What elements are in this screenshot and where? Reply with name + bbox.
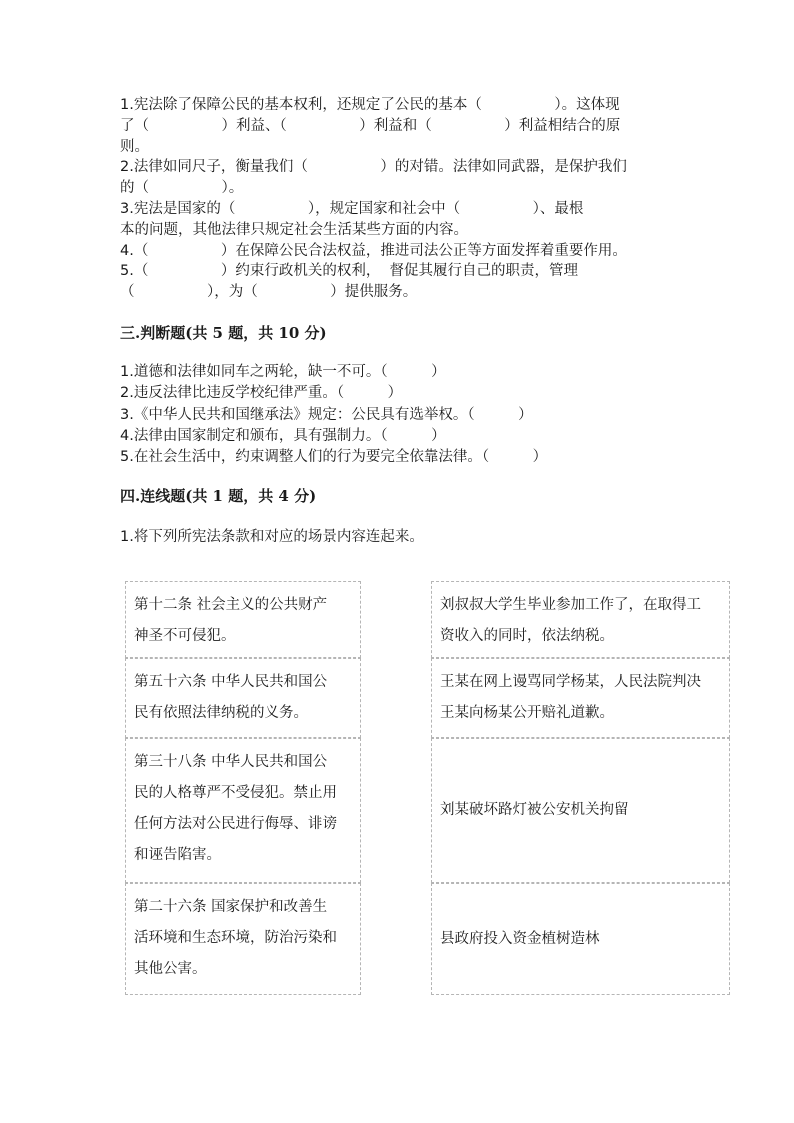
connect-instruction: 1.将下列所宪法条款和对应的场景内容连起来。 [120,529,424,545]
fill-blank-line: 3.宪法是国家的（ ），规定国家和社会中（ ）、最根 [120,200,584,217]
fill-blank-line: 2.法律如同尺子，衡量我们（ ）的对错。法律如同武器，是保护我们 [120,159,627,176]
judge-section-title: 三.判断题(共 5 题，共 10 分) [120,324,327,342]
cell-line: 第五十六条 中华人民共和国公 [134,674,328,690]
left-clause-cell [125,581,361,658]
cell-line: 第十二条 社会主义的公共财产 [134,597,328,613]
cell-line: 资收入的同时，依法纳税。 [440,628,614,644]
judge-item: 1.道德和法律如同车之两轮，缺一不可。（ ） [120,364,446,380]
right-scene-cell [431,738,730,883]
cell-line: 县政府投入资金植树造林 [440,930,600,947]
cell-line: 和诬告陷害。 [134,847,221,863]
fill-blank-line: 5.（ ）约束行政机关的权利， 督促其履行自己的职责，管理 [120,263,579,280]
cell-line: 神圣不可侵犯。 [134,628,236,644]
right-scene-cell [431,581,730,658]
cell-line: 民有依照法律纳税的义务。 [134,705,308,721]
judge-item: 3.《中华人民共和国继承法》规定：公民具有选举权。（ ） [120,406,533,423]
cell-line: 活环境和生态环境，防治污染和 [134,930,337,946]
fill-blank-line: 1.宪法除了保障公民的基本权利，还规定了公民的基本（ ）。这体现 [120,97,620,113]
cell-line: 其他公害。 [134,961,207,977]
cell-line: 民的人格尊严不受侵犯。禁止用 [134,785,337,801]
cell-line: 王某向杨某公开赔礼道歉。 [440,705,614,721]
fill-blank-line: 则。 [120,138,149,155]
right-scene-cell [431,883,730,995]
right-scene-cell [431,658,730,738]
left-clause-cell [125,883,361,995]
fill-blank-line: 的（ ）。 [120,180,244,197]
judge-item: 2.违反法律比违反学校纪律严重。（ ） [120,385,403,402]
fill-blank-line: 本的问题，其他法律只规定社会生活某些方面的内容。 [120,221,468,238]
left-clause-cell [125,738,361,883]
fill-blank-questions [120,95,680,303]
cell-line: 第三十八条 中华人民共和国公 [134,754,328,770]
cell-line: 王某在网上谩骂同学杨某，人民法院判决 [440,674,701,690]
fill-blank-line: 4.（ ）在保障公民合法权益，推进司法公正等方面发挥着重要作用。 [120,242,627,259]
fill-blank-line: 了（ ）利益、（ ）利益和（ ）利益相结合的原 [120,117,621,134]
judge-questions [120,362,680,468]
connect-section-title: 四.连线题(共 1 题，共 4 分) [120,487,317,505]
cell-line: 任何方法对公民进行侮辱、诽谤 [134,816,337,832]
left-clause-cell [125,658,361,738]
cell-line: 第二十六条 国家保护和改善生 [134,899,328,915]
cell-line: 刘叔叔大学生毕业参加工作了，在取得工 [440,597,701,613]
cell-line: 刘某破坏路灯被公安机关拘留 [440,802,629,818]
judge-item: 4.法律由国家制定和颁布，具有强制力。（ ） [120,427,446,444]
fill-blank-line: （ ），为（ ）提供服务。 [120,284,418,301]
judge-item: 5.在社会生活中，约束调整人们的行为要完全依靠法律。（ ） [120,449,548,466]
